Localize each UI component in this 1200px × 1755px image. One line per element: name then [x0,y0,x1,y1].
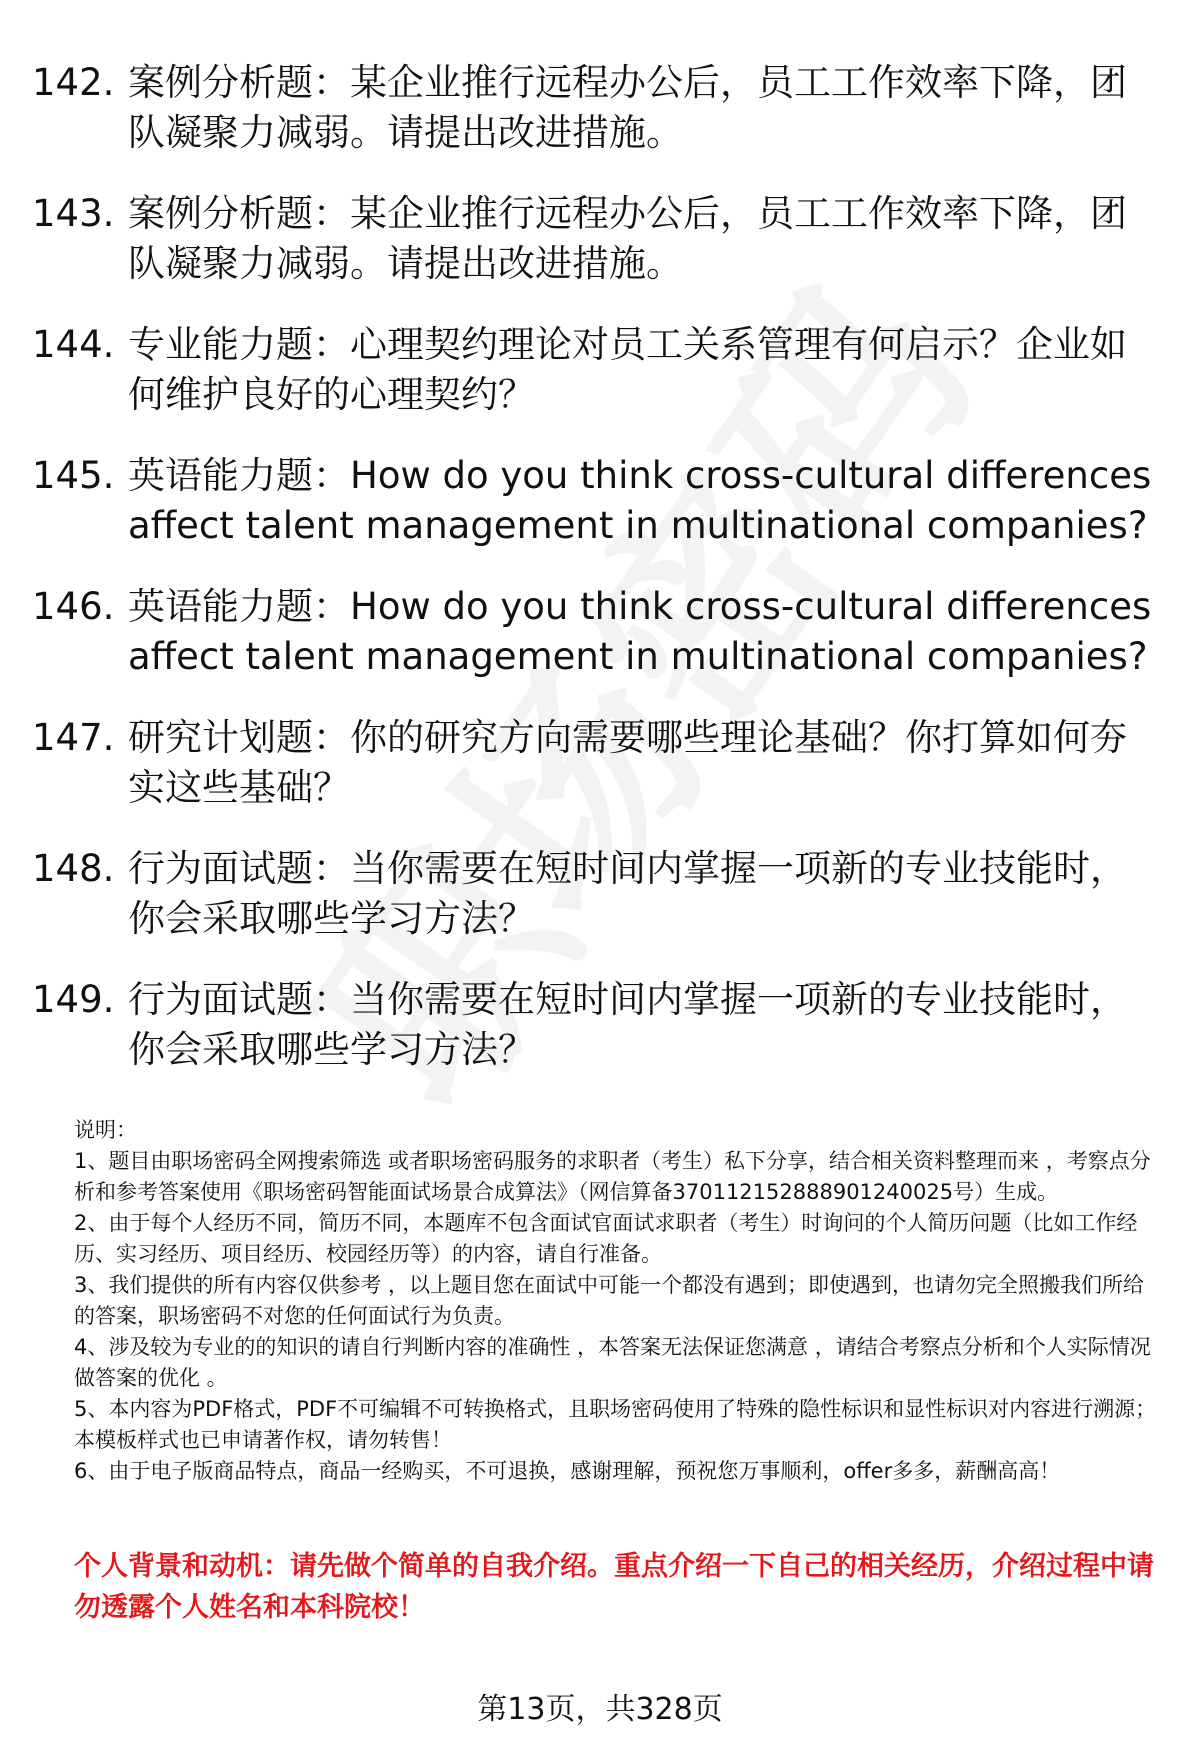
question-text: 研究计划题：你的研究方向需要哪些理论基础？你打算如何夯实这些基础？ [128,716,1127,809]
question-number: 148. [32,847,115,890]
question-item [32,582,1152,682]
question-text: 行为面试题：当你需要在短时间内掌握一项新的专业技能时，你会采取哪些学习方法？ [128,978,1127,1071]
question-item [32,451,1152,551]
note-item: 5、本内容为PDF格式，PDF不可编辑不可转换格式，且职场密码使用了特殊的隐性标识和显性标识对内容进行溯源；本模板样式也已申请著作权，请勿转售！ [74,1397,1157,1452]
question-item [32,844,1152,944]
question-number: 144. [32,323,115,366]
question-item [32,58,1152,158]
question-number: 147. [32,716,115,759]
highlight-prompt: 个人背景和动机：请先做个简单的自我介绍。重点介绍一下自己的相关经历，介绍过程中请勿透露个人姓名和本科院校！ [74,1551,1154,1623]
question-text: 案例分析题：某企业推行远程办公后，员工工作效率下降，团队凝聚力减弱。请提出改进措施。 [128,61,1127,154]
notes-section [74,1115,1159,1487]
question-list [32,58,1152,1106]
note-item: 6、由于电子版商品特点，商品一经购买，不可退换，感谢理解，预祝您万事顺利，offer多多，薪酬高高！ [74,1459,1061,1483]
question-item [32,975,1152,1075]
page-number: 第13页，共328页 [477,1692,723,1727]
question-text: 英语能力题：How do you think cross-cultural differences affect talent management in multinational companies? [128,454,1152,547]
question-number: 149. [32,978,115,1021]
note-item: 1、题目由职场密码全网搜索筛选 或者职场密码服务的求职者（考生）私下分享，结合相关资料整理而来 ，考察点分析和参考答案使用《职场密码智能面试场景合成算法》（网信算备370112152888901240025号）生成。 [74,1149,1151,1204]
notes-heading: 说明： [74,1118,137,1142]
note-item: 4、涉及较为专业的的知识的请自行判断内容的准确性 ，本答案无法保证您满意 ，请结合考察点分析和个人实际情况做答案的优化 。 [74,1335,1151,1390]
question-item [32,189,1152,289]
question-number: 143. [32,192,115,235]
question-number: 142. [32,61,115,104]
question-text: 行为面试题：当你需要在短时间内掌握一项新的专业技能时，你会采取哪些学习方法？ [128,847,1127,940]
question-item [32,713,1152,813]
question-item [32,320,1152,420]
note-item: 2、由于每个人经历不同，简历不同，本题库不包含面试官面试求职者（考生）时询问的个人简历问题（比如工作经历、实习经历、项目经历、校园经历等）的内容，请自行准备。 [74,1211,1138,1266]
note-item: 3、我们提供的所有内容仅供参考 ，以上题目您在面试中可能一个都没有遇到；即使遇到，也请勿完全照搬我们所给的答案，职场密码不对您的任何面试行为负责。 [74,1273,1145,1328]
question-text: 案例分析题：某企业推行远程办公后，员工工作效率下降，团队凝聚力减弱。请提出改进措施。 [128,192,1127,285]
question-number: 146. [32,585,115,628]
question-number: 145. [32,454,115,497]
question-text: 英语能力题：How do you think cross-cultural differences affect talent management in multinational companies? [128,585,1152,678]
question-text: 专业能力题：心理契约理论对员工关系管理有何启示？企业如何维护良好的心理契约？ [128,323,1127,416]
